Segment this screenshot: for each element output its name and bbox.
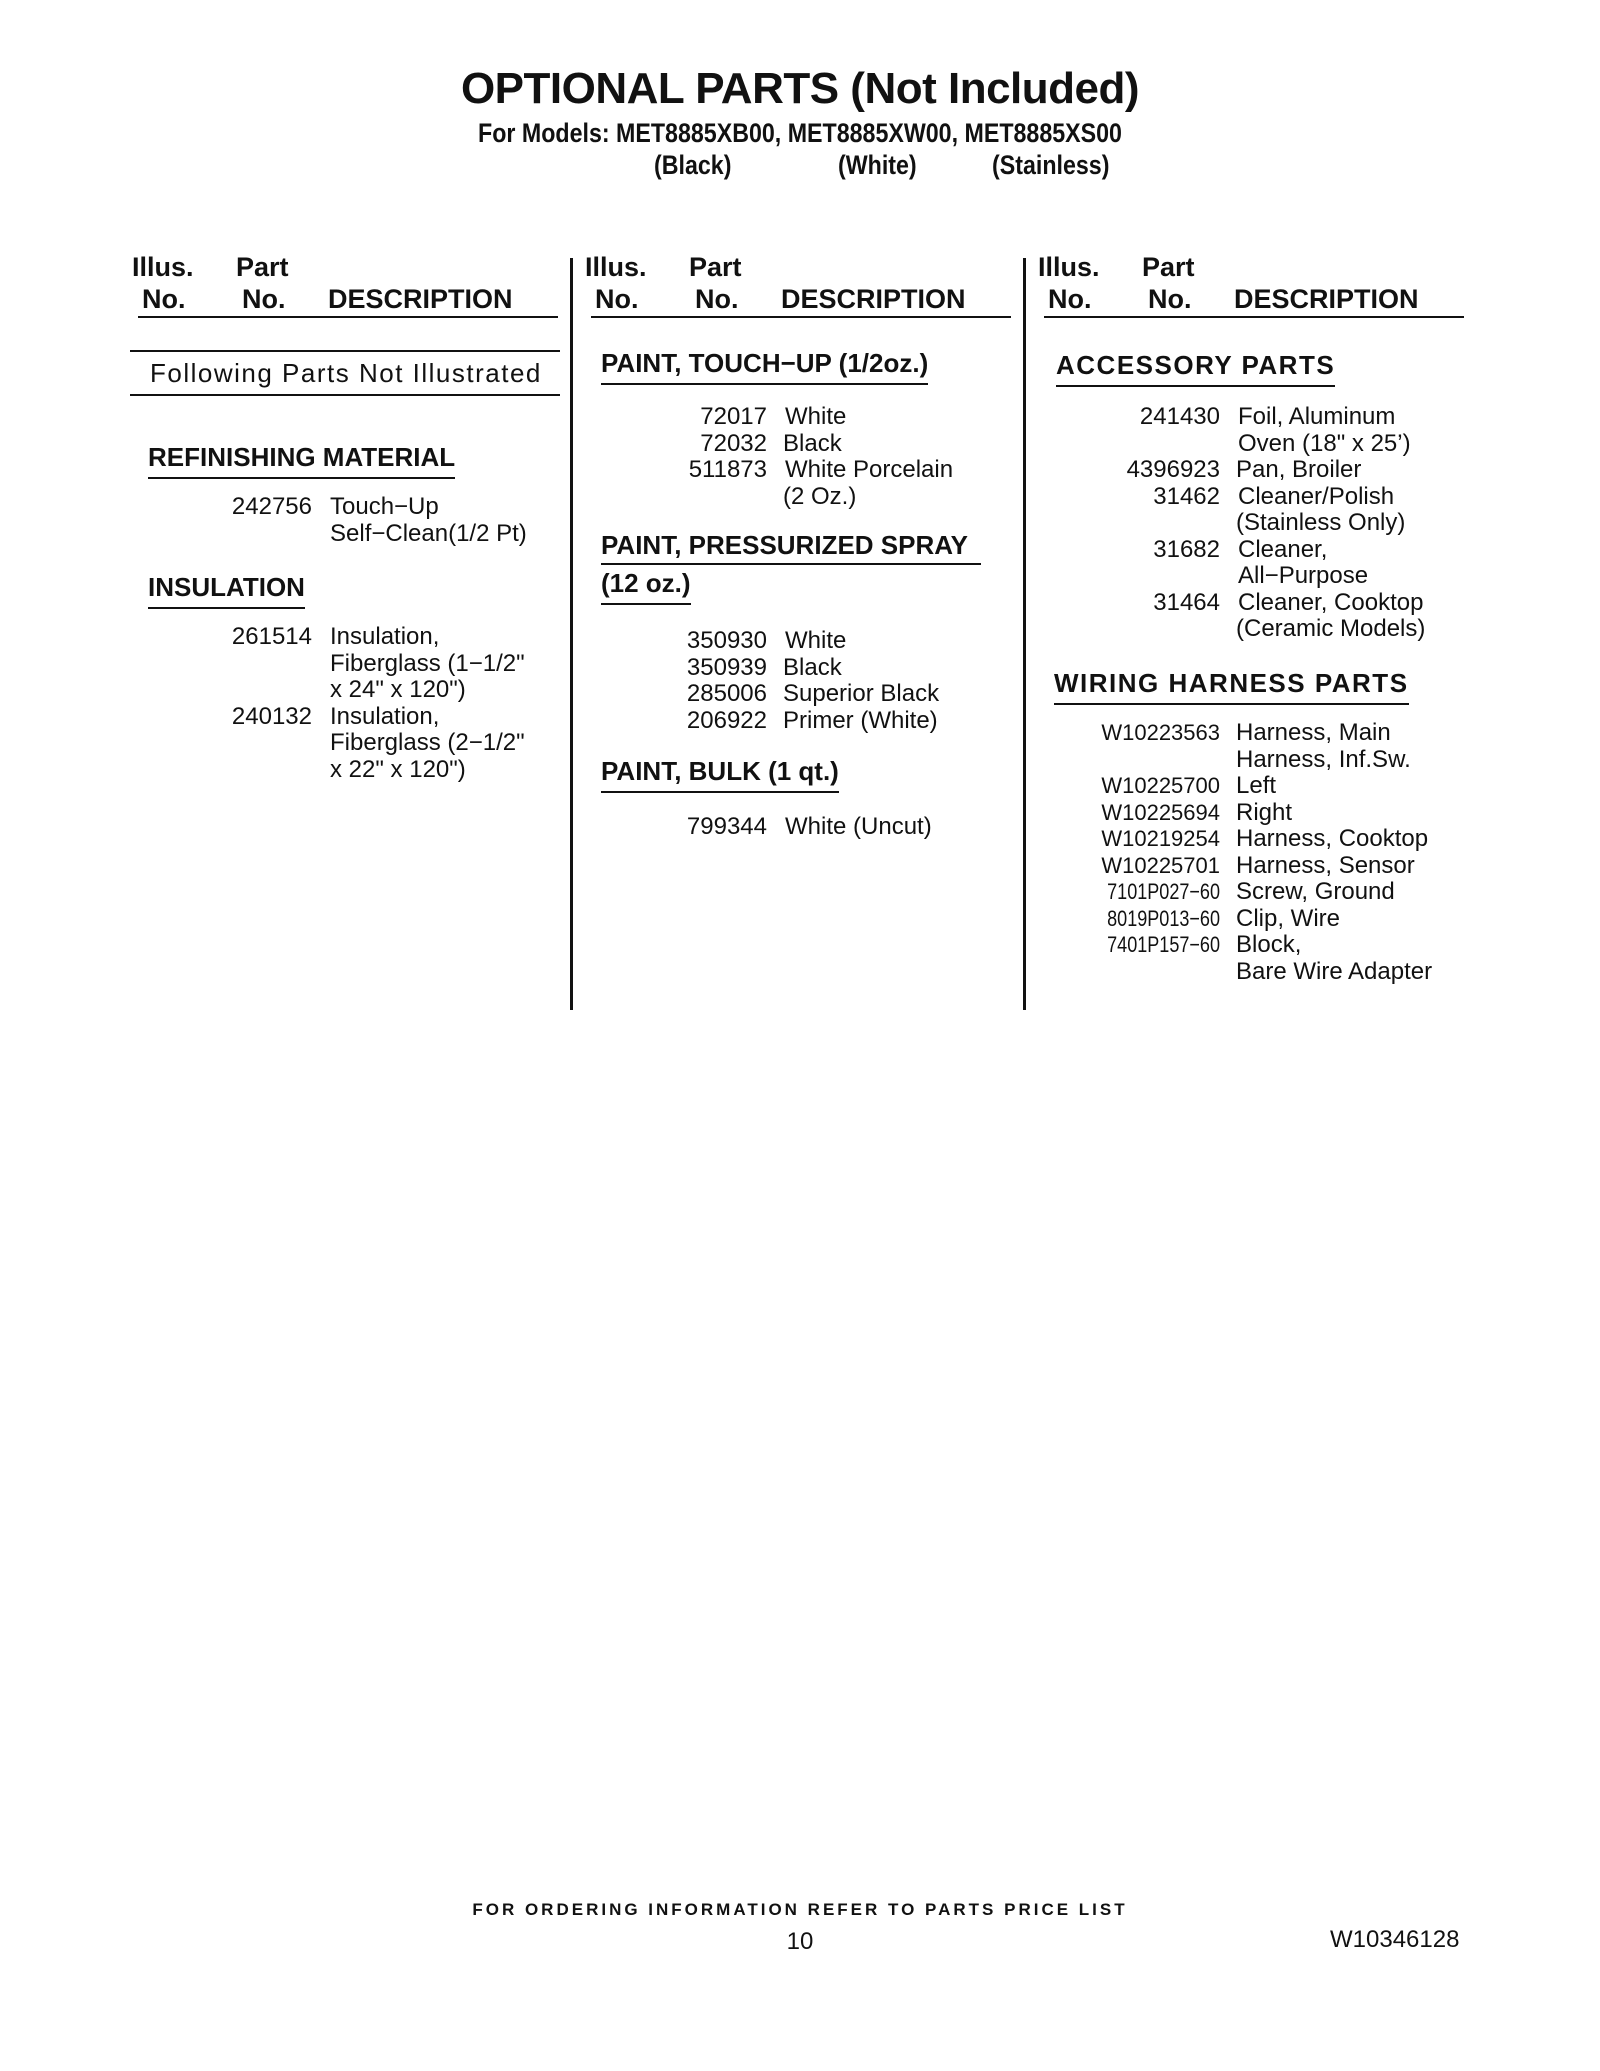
ordering-note: FOR ORDERING INFORMATION REFER TO PARTS PRICE LIST (472, 1900, 1128, 1919)
part-description: Harness, Main (1236, 719, 1391, 746)
header-part-no: No. (242, 284, 286, 314)
part-number: W10225701 (1101, 852, 1220, 878)
part-number: 72032 (700, 429, 767, 457)
part-description: Primer (White) (783, 706, 938, 734)
part-number: 31682 (1153, 535, 1220, 563)
divider (130, 350, 560, 352)
section-title-touchup: PAINT, TOUCH−UP (1/2oz.) (601, 348, 928, 385)
header-part: Part (1142, 252, 1195, 282)
divider (130, 394, 560, 396)
part-description: Black (783, 429, 842, 457)
part-number: W10223563 (1101, 720, 1220, 745)
part-description: Block, (1236, 931, 1302, 958)
part-number: W10225694 (1101, 799, 1220, 825)
header-part: Part (236, 252, 289, 282)
part-number: 4396923 (1126, 456, 1220, 483)
section-title-refinishing: REFINISHING MATERIAL (148, 442, 455, 479)
page-title: OPTIONAL PARTS (Not Included) (460, 64, 1140, 113)
part-description: Clip, Wire (1236, 904, 1341, 932)
color-label-black: (Black) (654, 150, 732, 180)
header-rule (1044, 316, 1464, 318)
part-description: Harness, Inf.Sw. (1236, 745, 1411, 773)
section-title-insulation: INSULATION (148, 572, 305, 609)
part-number: 799344 (686, 813, 767, 840)
part-number: 261514 (231, 623, 312, 650)
header-illus-no: No. (142, 284, 186, 314)
part-number: 72017 (700, 403, 767, 430)
part-number: 31464 (1153, 588, 1220, 616)
part-description: Fiberglass (2−1/2" (330, 729, 525, 756)
part-number: 8019P013−60 (1107, 905, 1220, 931)
part-number: 285006 (686, 680, 767, 707)
part-number: 31462 (1153, 482, 1220, 510)
part-number: 242756 (231, 493, 312, 520)
part-number: 7401P157−60 (1107, 932, 1220, 957)
part-description: Foil, Aluminum (1238, 403, 1396, 430)
header-illus: Illus. (585, 252, 647, 282)
part-number: 206922 (686, 706, 767, 734)
part-number: 350939 (686, 653, 767, 681)
table-header (1036, 248, 1466, 318)
part-description: (2 Oz.) (783, 482, 857, 510)
part-description: Harness, Cooktop (1236, 825, 1429, 852)
page-number: 10 (786, 1928, 814, 1955)
part-description: All−Purpose (1238, 562, 1369, 589)
header-description: DESCRIPTION (1234, 284, 1419, 314)
section-title-bulk: PAINT, BULK (1 qt.) (601, 756, 839, 793)
part-description: (Stainless Only) (1236, 509, 1406, 536)
column-separator (1023, 258, 1026, 1010)
part-description: Insulation, (330, 702, 440, 730)
color-label-white: (White) (838, 150, 917, 180)
part-number: 240132 (231, 702, 312, 730)
part-description: Harness, Sensor (1236, 851, 1415, 879)
part-number: W10219254 (1101, 826, 1220, 851)
column-separator (570, 258, 573, 1010)
header-illus: Illus. (1038, 252, 1100, 282)
part-description: Superior Black (783, 680, 940, 707)
section-title-spray-size: (12 oz.) (601, 568, 691, 605)
header-description: DESCRIPTION (328, 284, 513, 314)
part-description: White Porcelain (785, 456, 954, 483)
section-title-spray: PAINT, PRESSURIZED SPRAY (601, 530, 981, 565)
part-description: Pan, Broiler (1236, 456, 1362, 483)
part-description: Cleaner, Cooktop (1238, 588, 1424, 616)
part-number: 511873 (688, 456, 767, 483)
part-description: Cleaner, (1238, 535, 1328, 563)
header-rule (591, 316, 1011, 318)
part-description: Cleaner/Polish (1238, 482, 1395, 510)
part-description: Black (783, 653, 842, 681)
header-illus-no: No. (1048, 284, 1092, 314)
part-description: Oven (18" x 25’) (1238, 429, 1411, 457)
part-description: x 24" x 120") (330, 676, 466, 703)
models-subtitle: For Models: MET8885XB00, MET8885XW00, MET8885XS00 (478, 118, 1122, 148)
table-header (130, 248, 560, 318)
header-illus-no: No. (595, 284, 639, 314)
part-description: Left (1236, 772, 1277, 799)
part-number: 241430 (1139, 403, 1220, 430)
section-title-accessory: ACCESSORY PARTS (1056, 350, 1335, 387)
part-description: Fiberglass (1−1/2" (330, 649, 525, 677)
part-description: (Ceramic Models) (1236, 615, 1426, 642)
part-description: White (785, 403, 847, 430)
part-description: White (Uncut) (785, 813, 932, 840)
part-number: 7101P027−60 (1107, 879, 1220, 904)
part-description: White (785, 627, 847, 654)
header-part-no: No. (695, 284, 739, 314)
part-description: x 22" x 120") (330, 755, 466, 783)
header-rule (138, 316, 558, 318)
color-label-stainless: (Stainless) (992, 150, 1110, 180)
part-description: Bare Wire Adapter (1236, 957, 1433, 985)
header-part-no: No. (1148, 284, 1192, 314)
part-description: Touch−Up (330, 493, 439, 520)
part-description: Right (1236, 798, 1293, 826)
part-description: Insulation, (330, 623, 440, 650)
part-description: Screw, Ground (1236, 878, 1395, 905)
not-illustrated-note: Following Parts Not Illustrated (150, 358, 542, 388)
table-header (583, 248, 1013, 318)
document-number: W10346128 (1330, 1926, 1460, 1953)
part-number: W10225700 (1101, 773, 1220, 798)
header-illus: Illus. (132, 252, 194, 282)
part-number: 350930 (686, 627, 767, 654)
header-description: DESCRIPTION (781, 284, 966, 314)
section-title-wiring: WIRING HARNESS PARTS (1054, 668, 1409, 705)
header-part: Part (689, 252, 742, 282)
part-description: Self−Clean(1/2 Pt) (330, 519, 527, 547)
